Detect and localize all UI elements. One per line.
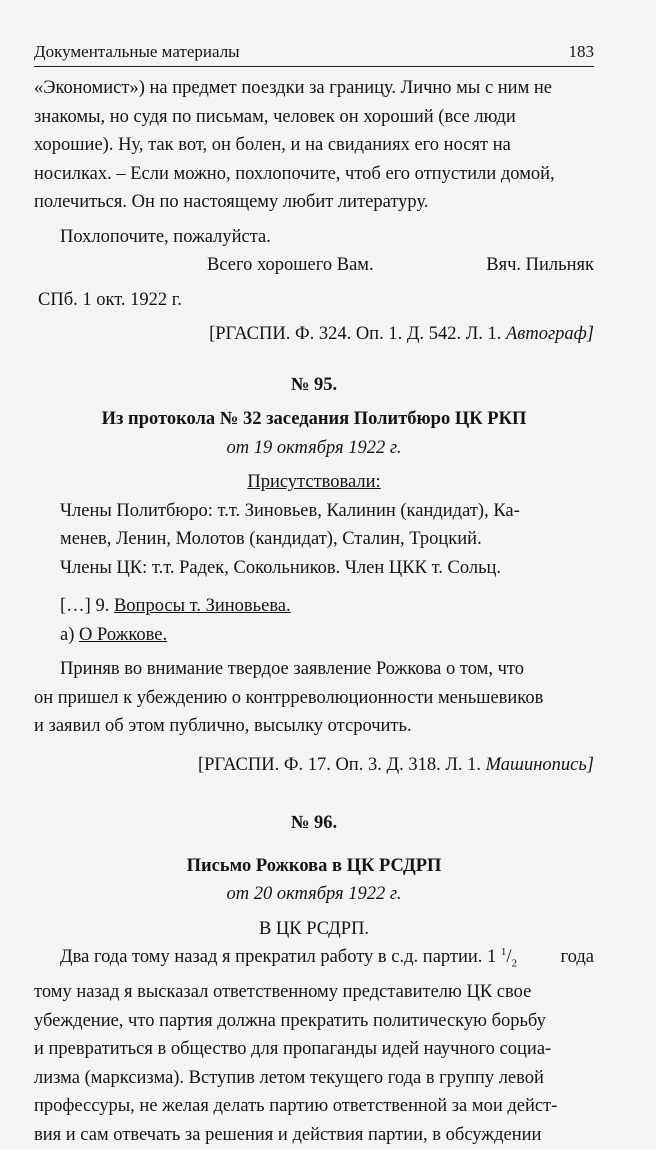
letter-closing: Похлопочите, пожалуйста. <box>60 226 271 247</box>
body-line: вия и сам отвечать за решения и действия партии, в обсуждении <box>34 1124 542 1145</box>
body-line: Два года тому назад я прекратил работу в с.д. партии. 1 $^1/_2$ года <box>34 943 594 978</box>
decision-line: и заявил об этом публично, высылку отсрочить. <box>34 716 412 736</box>
decision-line: он пришел к убеждению о контрреволюционности меньшевиков <box>34 687 544 708</box>
body-line-end: года <box>560 947 594 967</box>
document-title: Письмо Рожкова в ЦК РСДРП <box>186 855 442 876</box>
body-line: убеждение, что партия должна прекратить политическую борьбу <box>34 1010 546 1031</box>
archive-reference <box>34 751 594 780</box>
letter-line: хорошие). Ну, так вот, он болен, и на свиданиях его носят на <box>34 135 511 155</box>
agenda-subitem-title: О Рожкове. <box>79 624 168 645</box>
archive-ref-text: [РГАСПИ. Ф. 17. Оп. 3. Д. 318. Л. 1. <box>197 754 481 775</box>
archive-ref-text: [РГАСПИ. Ф. 324. Оп. 1. Д. 542. Л. 1. <box>209 324 502 344</box>
members-line: Члены Политбюро: т.т. Зиновьев, Калинин (кандидат), Ка- <box>60 500 520 521</box>
members-line: менев, Ленин, Молотов (кандидат), Сталин, Троцкий. <box>60 529 482 549</box>
signature-line <box>34 251 594 280</box>
agenda-item <box>34 592 594 621</box>
body-line: лизма (марксизма). Вступив летом текущего года в группу левой <box>34 1067 544 1088</box>
body-line: профессуры, не желая делать партию ответственной за мои дейст- <box>34 1096 558 1117</box>
letter-regards: Всего хорошего Вам. <box>207 255 374 275</box>
fraction-denominator: 2 <box>511 957 518 970</box>
document-date: от 20 октября 1922 г. <box>226 884 402 904</box>
fraction-numerator: 1 <box>500 945 507 958</box>
archive-ref-type: Автограф] <box>506 324 594 344</box>
agenda-item-title: Вопросы т. Зиновьева. <box>113 596 291 616</box>
archive-ref-type: Машинопись] <box>485 754 594 775</box>
document-title: Из протокола № 32 заседания Политбюро ЦК РКП <box>101 409 527 429</box>
letter-line: полечиться. Он по настоящему любит литературу. <box>34 192 429 212</box>
letter-line: «Экономист») на предмет поездки за границу. Лично мы с ним не <box>34 78 553 98</box>
letter-place-date: СПб. 1 окт. 1922 г. <box>38 289 182 310</box>
cc-line: Члены ЦК: т.т. Радек, Сокольников. Член ЦКК т. Сольц. <box>60 557 502 578</box>
page-header <box>34 36 594 67</box>
document-number: № 96. <box>290 813 338 833</box>
letter-line: знакомы, но судя по письмам, человек он хороший (все люди <box>34 106 516 127</box>
archive-reference <box>34 320 594 349</box>
document-date: от 19 октября 1922 г. <box>226 437 402 458</box>
body-line: тому назад я высказал ответственному представителю ЦК свое <box>34 982 532 1003</box>
document-number: № 95. <box>290 374 338 395</box>
agenda-subitem <box>34 621 594 650</box>
agenda-subitem-letter: а) <box>60 624 75 645</box>
present-label: Присутствовали: <box>247 472 381 492</box>
letter-line: носилках. – Если можно, похлопочите, чтоб его отпустили домой, <box>34 163 555 184</box>
body-line: и превратиться в общество для пропаганды идей научного социа- <box>34 1039 552 1060</box>
agenda-item-number: […] 9. <box>60 596 110 616</box>
letter-signature: Вяч. Пильняк <box>486 255 594 275</box>
body-line-start: Два года тому назад я прекратил работу в с.д. партии. 1 <box>60 947 497 967</box>
letter-addressee: В ЦК РСДРП. <box>258 918 370 939</box>
running-title: Документальные материалы <box>34 42 240 61</box>
decision-line: Приняв во внимание твердое заявление Рожкова о том, что <box>60 659 524 679</box>
page-body <box>34 74 594 1149</box>
page-number: 183 <box>568 42 594 61</box>
